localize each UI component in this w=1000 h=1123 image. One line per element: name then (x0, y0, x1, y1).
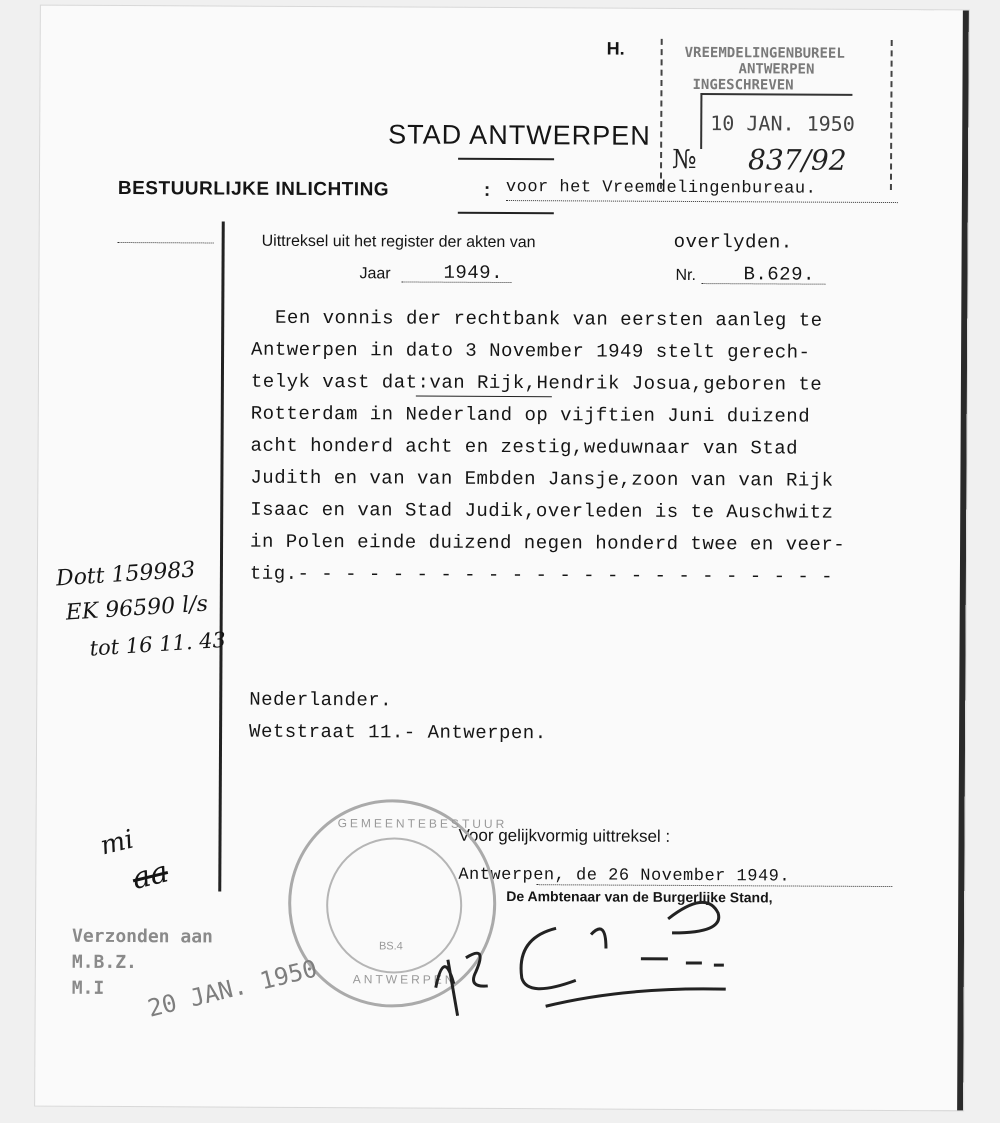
stamp-prefix: H. (606, 38, 625, 59)
handwritten-note: mi (97, 824, 137, 862)
handwritten-note: aa (128, 854, 172, 897)
margin-divider (218, 222, 225, 892)
body-line: Rotterdam in Nederland op vijftien Juni duizend (250, 402, 811, 428)
title-rule (458, 158, 554, 161)
subheader-colon: : (483, 179, 491, 201)
stamp-number: 837/92 (748, 143, 847, 177)
register-intro-value: overlyden. (673, 230, 793, 254)
seal-code: BS.4 (378, 940, 403, 953)
address: Wetstraat 11.- Antwerpen. (249, 720, 547, 745)
body-line: in Polen einde duizend negen honderd twee en veer- (250, 530, 846, 556)
margin-note: EK 96590 l/s (65, 591, 209, 626)
official-signature (406, 888, 737, 1030)
document-sheet (35, 6, 969, 1111)
stamp-office-line: ANTWERPEN (738, 61, 815, 78)
purpose: voor het Vreemdelingenbureau. (505, 178, 817, 199)
body-line: tig.- - - - - - - - - - - - - - - - - - - - - - - (249, 562, 834, 588)
registration-stamp (660, 39, 893, 190)
margin-note: tot 16 11. 43 (88, 627, 227, 661)
margin-dotted-line (118, 242, 214, 244)
conformity-place-date: Antwerpen, de 26 November 1949. (458, 865, 791, 887)
body-line: telyk vast dat:van Rijk,Hendrik Josua,geboren te (250, 370, 823, 396)
sent-date-stamp: 20 JAN. 1950 (144, 954, 320, 1023)
sent-stamp-line: M.B.Z. (71, 951, 137, 974)
purpose-dotted-line (506, 200, 898, 203)
subheader-rule (458, 212, 554, 215)
sent-stamp-label: Verzonden aan (71, 925, 213, 948)
body-line: Judith en van van Embden Jansje,zoon van van Rijk (250, 466, 834, 492)
margin-note: Dott 159983 (55, 557, 197, 592)
body-line: Isaac en van Stad Judik,overleden is te Auschwitz (250, 498, 834, 524)
nationality: Nederlander. (249, 688, 393, 712)
official-title: De Ambtenaar van de Burgerlijke Stand, (506, 888, 773, 906)
stamp-office-line: INGESCHREVEN (692, 76, 794, 94)
seal-top-text: GEMEENTEBESTUUR (337, 816, 508, 832)
year-label: Jaar (359, 265, 391, 283)
stamp-date: 10 JAN. 1950 (710, 111, 855, 136)
stamp-office-line: VREEMDELINGENBUREEL (684, 44, 845, 62)
body-line: Een vonnis der rechtbank van eersten aanleg te (251, 306, 823, 332)
body-line: Antwerpen in dato 3 November 1949 stelt gerech- (251, 338, 811, 364)
conformity-label: Voor gelijkvormig uittreksel : (458, 825, 671, 846)
body-line: acht honderd acht en zestig,weduwnaar van Stad (250, 434, 799, 460)
date-dotted-line (536, 884, 892, 887)
stamp-number-prefix: № (672, 144, 697, 176)
nr-value: B.629. (743, 263, 815, 286)
city-title: STAD ANTWERPEN (388, 119, 651, 151)
sent-stamp-line: M.I (71, 977, 105, 999)
subheader: BESTUURLIJKE INLICHTING (117, 177, 390, 201)
nr-label: Nr. (675, 266, 696, 285)
seal-bottom-text: ANTWERPEN (352, 972, 457, 987)
register-intro-label: Uittreksel uit het register der akten van (261, 232, 536, 252)
year-value: 1949. (443, 261, 504, 285)
name-underline (416, 396, 552, 398)
